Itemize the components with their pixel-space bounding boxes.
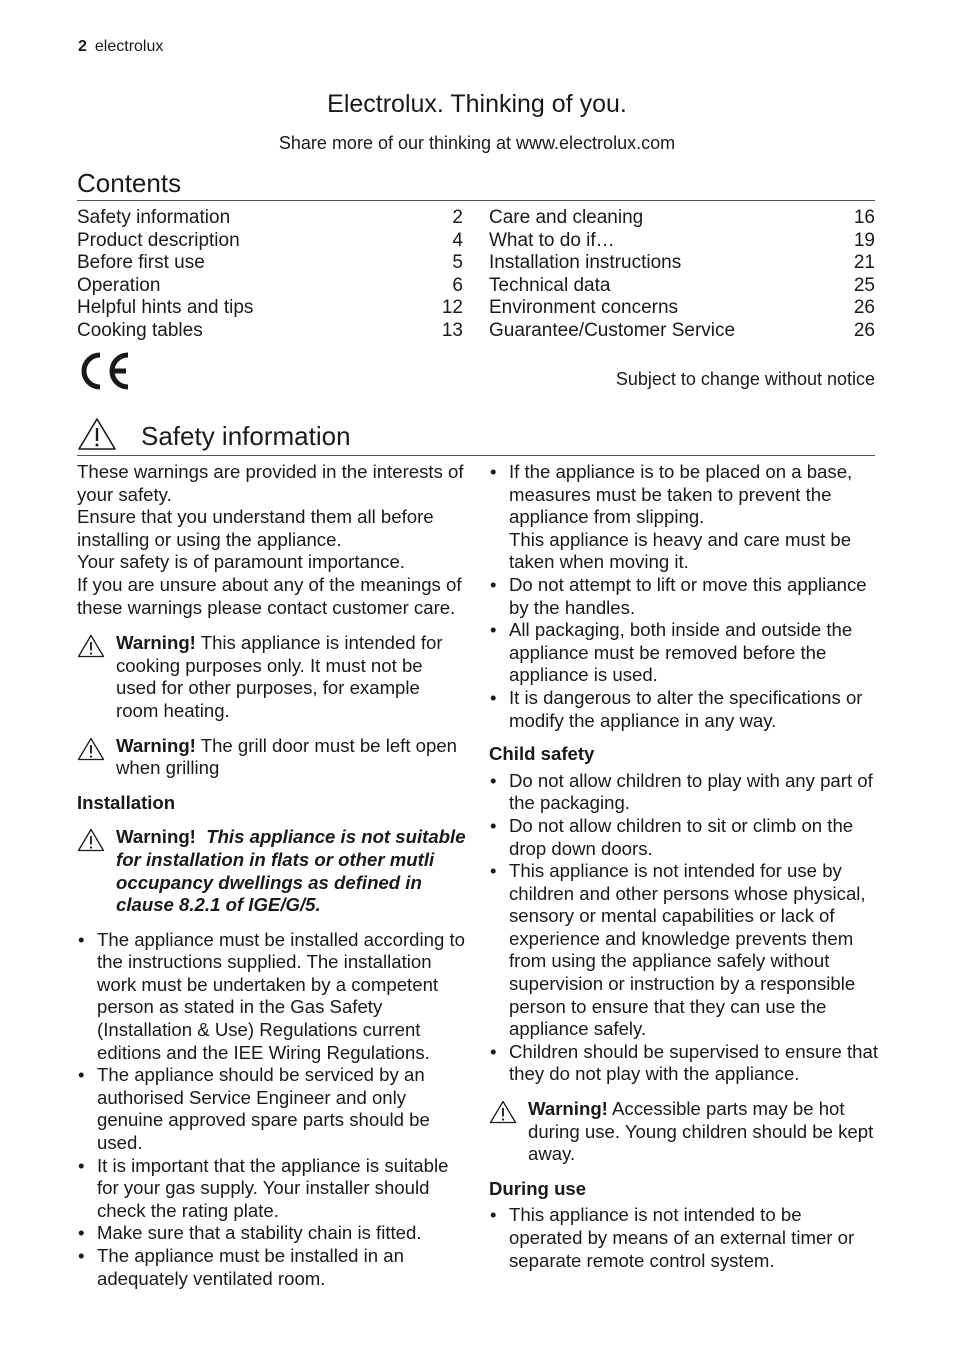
general-list xyxy=(489,461,879,732)
toc-entry[interactable] xyxy=(489,320,875,343)
toc-label: Helpful hints and tips xyxy=(77,297,254,319)
toc-page: 25 xyxy=(853,274,875,296)
toc-label: Safety information xyxy=(77,207,231,228)
warning-icon xyxy=(77,632,116,722)
section-divider xyxy=(77,455,875,456)
toc-entry[interactable] xyxy=(489,297,875,320)
during-use-heading: During use xyxy=(489,1177,587,1199)
running-header xyxy=(78,38,163,56)
toc-page: 5 xyxy=(452,252,463,274)
toc-entry[interactable] xyxy=(489,275,875,298)
toc-entry[interactable] xyxy=(489,252,875,275)
warning-note xyxy=(77,735,467,780)
toc-entry[interactable] xyxy=(77,252,463,275)
warning-text: The grill door must be left open when grilling xyxy=(116,734,458,779)
toc-label: Product description xyxy=(77,229,240,251)
list-item: • All packaging, both inside and outside the appliance must be removed before the appliance is used. xyxy=(489,619,879,687)
warning-label: Warning! xyxy=(116,632,196,654)
toc-entry[interactable] xyxy=(489,230,875,253)
list-item: • The appliance must be installed in an adequately ventilated room. xyxy=(77,1245,467,1290)
toc-entry[interactable] xyxy=(77,230,463,253)
toc-page: 16 xyxy=(853,207,875,228)
toc-left-column xyxy=(77,207,463,343)
warning-icon xyxy=(77,826,116,916)
warning-label: Warning! xyxy=(116,826,196,848)
toc-label: Care and cleaning xyxy=(489,207,644,228)
toc-page: 2 xyxy=(452,207,463,228)
toc-entry[interactable] xyxy=(77,297,463,320)
list-item: • Do not attempt to lift or move this appliance by the handles. xyxy=(489,574,879,619)
list-item xyxy=(489,461,879,574)
toc-page: 12 xyxy=(441,297,463,319)
intro-paragraph: If you are unsure about any of the meanings of these warnings please contact customer care. xyxy=(77,573,462,618)
intro-paragraph: These warnings are provided in the interests of your safety. xyxy=(77,461,464,505)
warning-icon xyxy=(489,1098,528,1166)
intro-paragraph: Ensure that you understand them all before installing or using the appliance. xyxy=(77,506,434,550)
toc-label: Operation xyxy=(77,274,161,296)
toc-entry[interactable] xyxy=(77,320,463,343)
safety-left-column xyxy=(77,461,467,1290)
list-item: • Make sure that a stability chain is fitted. xyxy=(77,1222,467,1245)
during-use-list xyxy=(489,1204,879,1272)
share-line: Share more of our thinking at www.electrolux.com xyxy=(278,133,676,153)
installation-heading: Installation xyxy=(77,791,176,813)
section-title: Safety information xyxy=(141,421,351,451)
warning-icon xyxy=(77,735,116,780)
warning-label: Warning! xyxy=(528,1098,608,1120)
toc-label: What to do if… xyxy=(489,229,615,251)
toc-page: 13 xyxy=(441,319,463,341)
toc-page: 26 xyxy=(853,297,875,319)
warning-text: This appliance is intended for cooking purposes only. It must not be used for other purposes, for example room heating. xyxy=(116,632,443,721)
warning-label: Warning! xyxy=(116,734,196,756)
brand-name: electrolux xyxy=(94,38,164,55)
toc-page: 21 xyxy=(853,252,875,274)
toc-page: 4 xyxy=(452,229,463,251)
toc-page: 26 xyxy=(853,319,875,341)
warning-triangle-icon xyxy=(77,417,117,456)
toc-right-column xyxy=(489,207,875,343)
intro-paragraph: Your safety is of paramount importance. xyxy=(77,551,405,573)
list-item: • It is dangerous to alter the specifications or modify the appliance in any way. xyxy=(489,687,879,732)
toc-entry[interactable] xyxy=(489,207,875,230)
warning-note xyxy=(77,632,467,722)
tagline: Electrolux. Thinking of you. xyxy=(327,90,627,118)
contents-title: Contents xyxy=(77,168,182,198)
list-item: • The appliance must be installed according to the instructions supplied. The installation work must be undertaken by a competent person as stated in the Gas Safety (Installation & Use) Regulations current editions and the IEE Wiring Regulations. xyxy=(77,929,467,1065)
toc-label: Technical data xyxy=(489,274,611,296)
child-safety-list xyxy=(489,770,879,1086)
warning-text: Accessible parts may be hot during use. Young children should be kept away. xyxy=(528,1098,874,1165)
toc-label: Guarantee/Customer Service xyxy=(489,319,736,341)
list-item: • Children should be supervised to ensure that they do not play with the appliance. xyxy=(489,1041,879,1086)
safety-right-column xyxy=(489,461,879,1272)
list-item: • This appliance is not intended for use by children and other persons whose physical, sensory or mental capabilities or lack of experience and knowledge prevents them from using the appliance safely without supervision or instruction by a responsible person to ensure that they can use the appliance safely. xyxy=(489,860,879,1041)
list-item-text: • If the appliance is to be placed on a base, measures must be taken to prevent the appliance from slipping. xyxy=(509,461,853,528)
ce-mark-icon xyxy=(78,352,130,395)
list-item: • The appliance should be serviced by an authorised Service Engineer and only genuine approved spare parts should be used. xyxy=(77,1064,467,1154)
warning-note xyxy=(77,826,467,916)
toc-entry[interactable] xyxy=(77,207,463,230)
toc-label: Before first use xyxy=(77,252,205,274)
contents-divider xyxy=(77,200,875,201)
page-number: 2 xyxy=(78,38,87,55)
warning-text: This appliance is not suitable for installation in flats or other mutli occupancy dwellings as defined in clause 8.2.1 of IGE/G/5. xyxy=(116,826,466,916)
toc-page: 6 xyxy=(452,274,463,296)
warning-note xyxy=(489,1098,879,1166)
list-item: • Do not allow children to play with any part of the packaging. xyxy=(489,770,879,815)
toc-label: Cooking tables xyxy=(77,319,203,341)
toc-label: Environment concerns xyxy=(489,297,679,319)
list-item: • It is important that the appliance is suitable for your gas supply. Your installer should check the rating plate. xyxy=(77,1155,467,1223)
change-notice: Subject to change without notice xyxy=(615,369,875,389)
list-item: • Do not allow children to sit or climb on the drop down doors. xyxy=(489,815,879,860)
toc-page: 19 xyxy=(853,229,875,251)
toc-label: Installation instructions xyxy=(489,252,682,274)
list-item-subtext: This appliance is heavy and care must be taken when moving it. xyxy=(509,528,852,573)
list-item: • This appliance is not intended to be operated by means of an external timer or separate remote control system. xyxy=(489,1204,879,1272)
child-safety-heading: Child safety xyxy=(489,743,595,765)
toc-entry[interactable] xyxy=(77,275,463,298)
installation-list xyxy=(77,929,467,1291)
